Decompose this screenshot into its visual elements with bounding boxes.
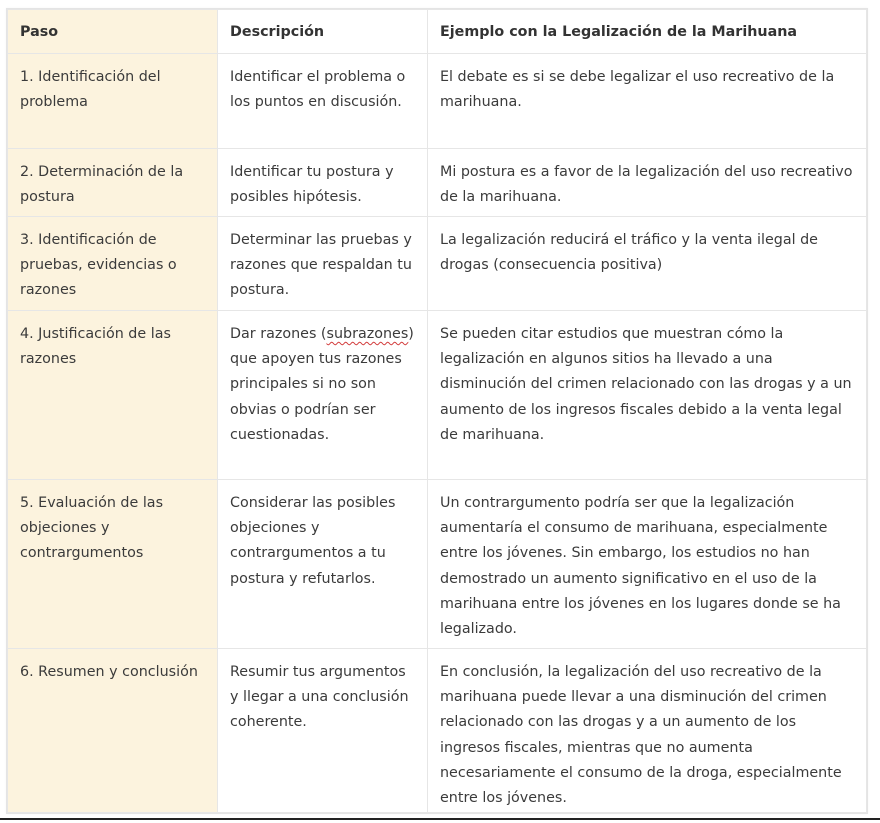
spellcheck-marked-word[interactable]: subrazones bbox=[326, 326, 409, 342]
cell-ejemplo: En conclusión, la legalización del uso recreativo de la marihuana puede llevar a una disminución del crimen relacionado con las drogas y a un aumento de los ingresos fiscales, mientras que no aumenta necesariamente el consumo de la droga, especialmente entre los jóvenes. bbox=[428, 649, 867, 813]
cell-descripcion: Determinar las pruebas y razones que respaldan tu postura. bbox=[218, 217, 428, 311]
cell-descripcion: Considerar las posibles objeciones y contrargumentos a tu postura y refutarlos. bbox=[218, 480, 428, 649]
cell-ejemplo: La legalización reducirá el tráfico y la venta ilegal de drogas (consecuencia positiva) bbox=[428, 217, 867, 311]
cell-paso: 6. Resumen y conclusión bbox=[8, 649, 218, 813]
table-row bbox=[8, 480, 867, 649]
cell-paso: 2. Determinación de la postura bbox=[8, 149, 218, 217]
table-row bbox=[8, 311, 867, 480]
header-descripcion: Descripción bbox=[218, 10, 428, 54]
argument-steps-table bbox=[7, 9, 867, 813]
cell-paso: 5. Evaluación de las objeciones y contrargumentos bbox=[8, 480, 218, 649]
bottom-divider bbox=[0, 818, 880, 820]
header-ejemplo: Ejemplo con la Legalización de la Marihuana bbox=[428, 10, 867, 54]
cell-ejemplo: El debate es si se debe legalizar el uso recreativo de la marihuana. bbox=[428, 54, 867, 149]
table-row bbox=[8, 217, 867, 311]
cell-ejemplo: Un contrargumento podría ser que la legalización aumentaría el consumo de marihuana, especialmente entre los jóvenes. Sin embargo, los estudios no han demostrado un aumento significativo en el uso de la marihuana entre los jóvenes en los lugares donde se ha legalizado. bbox=[428, 480, 867, 649]
cell-descripcion: Identificar el problema o los puntos en discusión. bbox=[218, 54, 428, 149]
table-header-row bbox=[8, 10, 867, 54]
cell-descripcion: Resumir tus argumentos y llegar a una conclusión coherente. bbox=[218, 649, 428, 813]
cell-descripcion: Identificar tu postura y posibles hipótesis. bbox=[218, 149, 428, 217]
cell-paso: 1. Identificación del problema bbox=[8, 54, 218, 149]
cell-ejemplo: Mi postura es a favor de la legalización del uso recreativo de la marihuana. bbox=[428, 149, 867, 217]
cell-ejemplo: Se pueden citar estudios que muestran cómo la legalización en algunos sitios ha llevado a una disminución del crimen relacionado con las drogas y a un aumento de los ingresos fiscales debido a la venta legal de marihuana. bbox=[428, 311, 867, 480]
cell-paso: 3. Identificación de pruebas, evidencias o razones bbox=[8, 217, 218, 311]
argument-steps-table-container bbox=[6, 8, 868, 814]
header-paso: Paso bbox=[8, 10, 218, 54]
descripcion-text-post: ) que apoyen tus razones principales si no son obvias o podrían ser cuestionadas. bbox=[230, 326, 414, 443]
descripcion-text-pre: Dar razones ( bbox=[230, 326, 327, 342]
table-row bbox=[8, 649, 867, 813]
table-row bbox=[8, 54, 867, 149]
cell-descripcion bbox=[218, 311, 428, 480]
table-row bbox=[8, 149, 867, 217]
cell-paso: 4. Justificación de las razones bbox=[8, 311, 218, 480]
